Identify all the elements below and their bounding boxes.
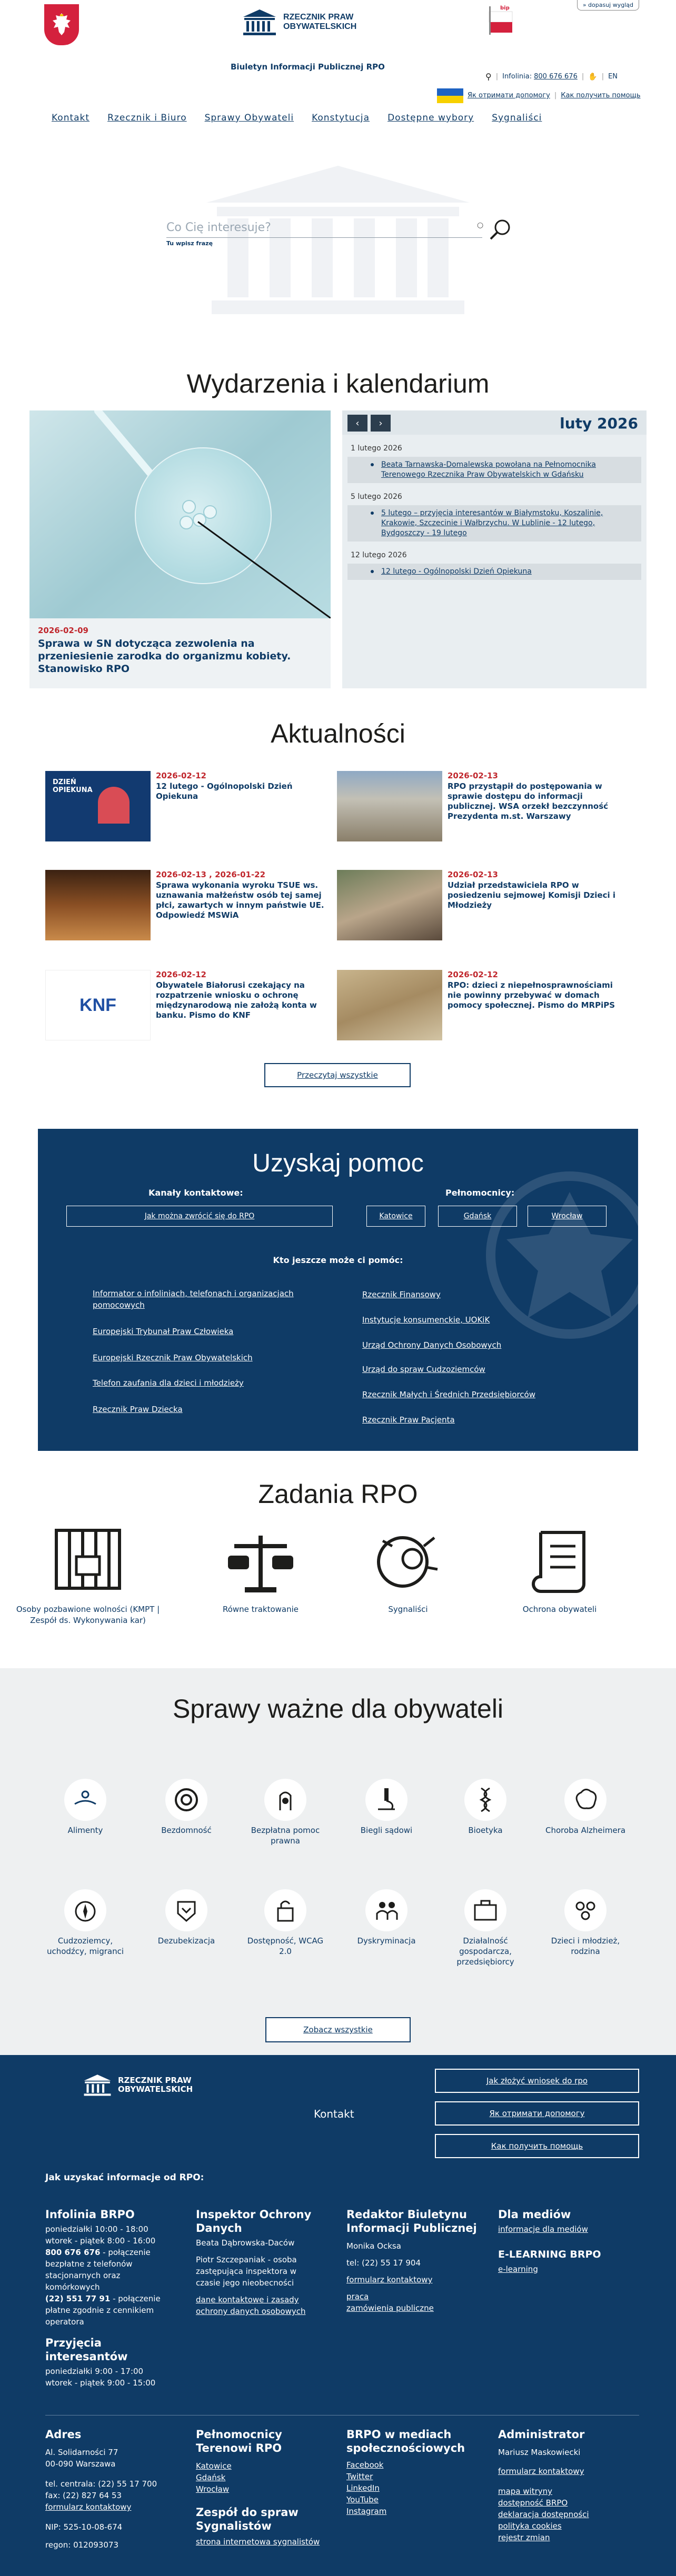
footer-logo-line-1: RZECZNIK PRAW bbox=[118, 2076, 192, 2085]
redaktor-form-link[interactable]: formularz kontaktowy bbox=[346, 2275, 433, 2284]
address-title: Adres bbox=[45, 2428, 82, 2441]
address-tel: tel. centrala: (22) 55 17 700 bbox=[45, 2479, 157, 2489]
admin-form-link[interactable]: formularz kontaktowy bbox=[498, 2467, 584, 2476]
bip-link[interactable]: Biuletyn Informacji Publicznej RPO bbox=[231, 62, 385, 72]
infolinia-label: Infolinia: bbox=[502, 73, 532, 81]
media-title: Dla mediów bbox=[498, 2208, 571, 2221]
infolinia-number[interactable]: 800 676 676 bbox=[534, 73, 578, 81]
important-label[interactable]: Biegli sądowi bbox=[360, 1826, 413, 1835]
scales-icon bbox=[224, 1525, 297, 1599]
news-date: 2026-02-12 bbox=[156, 970, 206, 979]
terenowi-title: Pełnomocnicy Terenowi RPO bbox=[196, 2428, 282, 2454]
news-title[interactable]: RPO: dzieci z niepełnosprawnościami nie powinny przebywać w domach pomocy społecznej. Pismo do MRPiPS bbox=[448, 980, 615, 1010]
main-nav bbox=[52, 113, 542, 123]
help-link[interactable]: Rzecznik Małych i Średnich Przedsiębiorców bbox=[362, 1390, 535, 1399]
plenipotentiaries-label: Pełnomocnicy: bbox=[445, 1188, 515, 1198]
calendar-day: 12 lutego 2026 bbox=[351, 551, 407, 559]
infolinia-column bbox=[45, 2208, 166, 2389]
lang-en-link[interactable]: EN bbox=[608, 73, 618, 81]
important-label[interactable]: Cudzoziemcy, uchodźcy, migranci bbox=[46, 1936, 124, 1956]
help-section bbox=[38, 1129, 638, 1451]
important-item[interactable] bbox=[543, 1889, 628, 1957]
discrimination-icon bbox=[372, 1896, 401, 1925]
howto-label: Jak uzyskać informacje od RPO: bbox=[45, 2172, 204, 2183]
calendar-item[interactable]: 5 lutego – przyjęcia interesantów w Białymstoku, Koszalinie, Krakowie, Szczecinie i Wałbrzychu. W Lublinie - 12 lutego, Bydgoszczy - 19 lutego bbox=[347, 505, 641, 542]
news-section bbox=[0, 718, 676, 1080]
nav-rzecznik-i-biuro[interactable]: Rzecznik i Biuro bbox=[107, 113, 187, 123]
address-line: Al. Solidarności 77 bbox=[45, 2448, 118, 2457]
important-section bbox=[0, 1668, 676, 2055]
infolinia-hours: wtorek - piątek 8:00 - 16:00 bbox=[45, 2236, 156, 2246]
help-link[interactable]: Europejski Trybunał Praw Człowieka bbox=[93, 1327, 234, 1336]
important-heading: Sprawy ważne dla obywateli bbox=[172, 1694, 504, 1723]
news-card[interactable] bbox=[45, 870, 330, 944]
important-label[interactable]: Dezubekizacja bbox=[157, 1936, 215, 1946]
address-regon: regon: 012093073 bbox=[45, 2540, 118, 2550]
featured-event-image bbox=[29, 410, 331, 618]
featured-event-title[interactable]: Sprawa w SN dotycząca zezwolenia na przeniesienie zarodka do organizmu kobiety. Stanowisko RPO bbox=[38, 638, 291, 675]
featured-event[interactable] bbox=[29, 410, 331, 688]
ru-help-button[interactable]: Как получить помощь bbox=[435, 2134, 639, 2158]
featured-event-date: 2026-02-09 bbox=[38, 626, 88, 635]
terenowi-link[interactable]: Wrocław bbox=[196, 2484, 230, 2494]
separator: | bbox=[601, 73, 604, 81]
ukraine-flag-icon bbox=[437, 88, 463, 103]
ua-help-button[interactable]: Як отримати допомогу bbox=[435, 2101, 639, 2126]
search-box bbox=[166, 221, 510, 247]
events-heading: Wydarzenia i kalendarium bbox=[186, 369, 490, 398]
knf-logo: KNF bbox=[79, 995, 116, 1015]
important-item[interactable] bbox=[144, 1779, 228, 1836]
important-label[interactable]: Dostępność, WCAG 2.0 bbox=[247, 1936, 324, 1956]
redaktor-name: Monika Ocksa bbox=[346, 2241, 401, 2251]
news-card[interactable] bbox=[45, 771, 330, 845]
footer-logo-line-2: OBYWATELSKICH bbox=[118, 2084, 193, 2094]
address-column bbox=[45, 2428, 172, 2551]
praca-link[interactable]: praca bbox=[346, 2292, 369, 2301]
infolinia-phone-note: - połączenie bezpłatne z telefonów stacjonarnych oraz komórkowych bbox=[45, 2248, 151, 2292]
microscope-icon bbox=[372, 1785, 401, 1815]
elearning-link[interactable]: e-learning bbox=[498, 2264, 538, 2274]
calendar-day: 1 lutego 2026 bbox=[351, 444, 402, 453]
task-label[interactable]: Równe traktowanie bbox=[222, 1605, 299, 1614]
footer-kontakt: Kontakt bbox=[314, 2108, 354, 2120]
ua-help-link[interactable]: Як отримати допомогу bbox=[468, 92, 550, 99]
address-form-link[interactable]: formularz kontaktowy bbox=[45, 2502, 132, 2512]
news-image bbox=[337, 870, 442, 940]
tasks-heading: Zadania RPO bbox=[258, 1479, 418, 1509]
social-title: BRPO w mediach społecznościowych bbox=[346, 2428, 465, 2454]
elearning-title: E-LEARNING BRPO bbox=[498, 2249, 601, 2260]
important-label[interactable]: Bioetyka bbox=[468, 1826, 503, 1835]
nav-sprawy-obywateli[interactable]: Sprawy Obywateli bbox=[204, 113, 294, 123]
news-title[interactable]: Sprawa wykonania wyroku TSUE ws. uznawania małżeństw osób tej samej płci, zawartych w innym państwie UE. Odpowiedź MSWiA bbox=[156, 880, 324, 920]
important-item[interactable] bbox=[443, 1779, 528, 1836]
important-item[interactable] bbox=[43, 1889, 127, 1957]
news-card[interactable] bbox=[337, 970, 621, 1044]
briefcase-icon bbox=[471, 1896, 500, 1925]
logo-line-2: OBYWATELSKICH bbox=[283, 22, 357, 31]
admin-title: Administrator bbox=[498, 2428, 585, 2441]
calendar-prev-icon[interactable]: ‹ bbox=[347, 415, 367, 432]
help-link[interactable]: Europejski Rzecznik Praw Obywatelskich bbox=[93, 1353, 253, 1362]
who-else-label: Kto jeszcze może ci pomóc: bbox=[273, 1255, 403, 1265]
important-item[interactable] bbox=[443, 1889, 528, 1967]
task-label[interactable]: Ochrona obywateli bbox=[522, 1605, 597, 1614]
news-image bbox=[337, 970, 442, 1040]
help-link[interactable]: Telefon zaufania dla dzieci i młodzieży bbox=[93, 1378, 244, 1388]
calendar-month: luty 2026 bbox=[560, 415, 638, 432]
accessibility-statement-link[interactable]: deklaracja dostępności bbox=[498, 2510, 589, 2519]
terenowi-link[interactable]: Gdańsk bbox=[196, 2473, 226, 2482]
youtube-link[interactable]: YouTube bbox=[346, 2495, 379, 2504]
search-hero bbox=[0, 129, 676, 355]
calendar-item[interactable]: 12 lutego - Ogólnopolski Dzień Opiekuna bbox=[347, 564, 641, 580]
calendar-next-icon[interactable]: › bbox=[371, 415, 391, 432]
brain-icon bbox=[571, 1785, 600, 1815]
see-all-button[interactable]: Zobacz wszystkie bbox=[265, 2017, 411, 2042]
infolinia-phone[interactable]: 800 676 676 bbox=[45, 2248, 101, 2257]
separator: | bbox=[581, 73, 584, 81]
ua-links bbox=[437, 88, 641, 103]
help-link[interactable]: Rzecznik Praw Pacjenta bbox=[362, 1415, 455, 1425]
tasks-section bbox=[0, 1479, 676, 1625]
przyjecia-hours: wtorek - piątek 9:00 - 15:00 bbox=[45, 2378, 156, 2388]
task-label[interactable]: Osoby pozbawione wolności (KMPT | Zespół ds. Wykonywania kar) bbox=[16, 1605, 160, 1625]
help-link[interactable]: Rzecznik Finansowy bbox=[362, 1290, 441, 1299]
news-image bbox=[337, 771, 442, 841]
important-label[interactable]: Alimenty bbox=[67, 1826, 103, 1835]
instagram-link[interactable]: Instagram bbox=[346, 2507, 387, 2516]
padlock-icon bbox=[271, 1896, 300, 1925]
address-nip: NIP: 525-10-08-674 bbox=[45, 2522, 123, 2532]
social-column bbox=[346, 2428, 483, 2517]
separator: | bbox=[495, 73, 499, 81]
news-card[interactable] bbox=[337, 870, 621, 944]
address-fax: fax: (22) 827 64 53 bbox=[45, 2491, 122, 2500]
important-label[interactable]: Bezdomność bbox=[161, 1826, 212, 1835]
news-date: 2026-02-12 bbox=[156, 771, 206, 780]
important-item[interactable] bbox=[243, 1779, 327, 1846]
alimony-icon bbox=[71, 1785, 100, 1815]
site-header bbox=[0, 0, 676, 129]
admin-name: Mariusz Maskowiecki bbox=[498, 2448, 581, 2457]
accessibility-icon[interactable]: ⚲ bbox=[485, 72, 492, 82]
news-title[interactable]: RPO przystąpił do postępowania w sprawie dostępu do informacji publicznej. WSA orzekł bezczynność Prezydenta m.st. Warszawy bbox=[448, 781, 609, 821]
lifebuoy-icon bbox=[172, 1785, 201, 1815]
infolinia-hours: poniedziałki 10:00 - 18:00 bbox=[45, 2224, 148, 2234]
separator: | bbox=[554, 92, 557, 99]
twitter-link[interactable]: Twitter bbox=[346, 2472, 373, 2481]
important-label[interactable]: Choroba Alzheimera bbox=[545, 1826, 626, 1835]
important-label[interactable]: Działalność gospodarcza, przedsiębiorcy bbox=[456, 1936, 514, 1967]
whistleblower-icon bbox=[371, 1525, 445, 1599]
iod-name: Beata Dąbrowska-Daców bbox=[196, 2238, 295, 2248]
task-label[interactable]: Sygnaliści bbox=[388, 1605, 428, 1614]
news-card[interactable] bbox=[337, 771, 621, 845]
address-line: 00-090 Warszawa bbox=[45, 2459, 116, 2469]
iod-title: Inspektor Ochrony Danych bbox=[196, 2208, 312, 2234]
important-item[interactable] bbox=[543, 1779, 628, 1836]
dna-icon bbox=[471, 1785, 500, 1815]
important-label[interactable]: Dzieci i młodzież, rodzina bbox=[551, 1936, 620, 1956]
redaktor-title: Redaktor Biuletynu Informacji Publicznej bbox=[346, 2208, 477, 2234]
przyjecia-title: Przyjęcia interesantów bbox=[45, 2337, 128, 2363]
media-link[interactable]: informacje dla mediów bbox=[498, 2224, 588, 2234]
iod-deputy: Piotr Szczepaniak - osoba zastępująca inspektora w czasie jego nieobecności bbox=[196, 2255, 297, 2288]
zamowienia-link[interactable]: zamówienia publiczne bbox=[346, 2303, 434, 2313]
read-all-button[interactable]: Przeczytaj wszystkie bbox=[264, 1063, 411, 1087]
news-title[interactable]: Obywatele Białorusi czekający na rozpatrzenie wniosku o ochronę międzynarodową nie założą konta w banku. Pismo do KNF bbox=[156, 980, 317, 1020]
news-image bbox=[45, 970, 151, 1040]
nav-kontakt[interactable]: Kontakt bbox=[52, 113, 90, 123]
gdansk-button[interactable]: Gdańsk bbox=[438, 1206, 517, 1227]
redaktor-tel: tel: (22) 55 17 904 bbox=[346, 2258, 421, 2268]
infolinia-title: Infolinia BRPO bbox=[45, 2208, 135, 2221]
help-link[interactable]: Urząd Ochrony Danych Osobowych bbox=[362, 1340, 502, 1350]
badge-icon bbox=[172, 1896, 201, 1925]
wroclaw-button[interactable]: Wrocław bbox=[528, 1206, 607, 1227]
clear-search-icon[interactable]: ○ bbox=[477, 221, 484, 229]
terenowi-link[interactable]: Katowice bbox=[196, 2461, 232, 2471]
ru-help-link[interactable]: Как получить помощь bbox=[561, 92, 641, 99]
calendar bbox=[342, 410, 647, 688]
important-item[interactable] bbox=[243, 1889, 327, 1957]
calendar-day: 5 lutego 2026 bbox=[351, 493, 402, 501]
help-link[interactable]: Rzecznik Praw Dziecka bbox=[93, 1405, 183, 1414]
prison-icon bbox=[51, 1525, 125, 1599]
logo-line-1: RZECZNIK PRAW bbox=[283, 13, 354, 22]
scroll-icon bbox=[523, 1525, 597, 1599]
help-link[interactable]: Urząd do spraw Cudzoziemców bbox=[362, 1365, 485, 1374]
nav-konstytucja[interactable]: Konstytucja bbox=[312, 113, 370, 123]
news-title[interactable]: 12 lutego - Ogólnopolski Dzień Opiekuna bbox=[156, 781, 293, 801]
infolinia-paid-note: - połączenie płatne zgodnie z cennikiem operatora bbox=[45, 2294, 161, 2327]
task-item[interactable] bbox=[12, 1525, 164, 1626]
news-date: 2026-02-12 bbox=[448, 970, 498, 979]
help-link[interactable]: Instytucje konsumenckie, UOKiK bbox=[362, 1315, 490, 1325]
important-label[interactable]: Bezpłatna pomoc prawna bbox=[251, 1826, 320, 1846]
news-heading: Aktualności bbox=[271, 719, 405, 748]
help-heading: Uzyskaj pomoc bbox=[252, 1149, 424, 1177]
news-date: 2026-02-13 bbox=[448, 771, 498, 780]
legal-aid-icon bbox=[271, 1785, 300, 1815]
przyjecia-hours: poniedziałki 9:00 - 17:00 bbox=[45, 2367, 144, 2376]
bip-badge: bip bbox=[500, 5, 510, 11]
infolinia-paid-phone[interactable]: (22) 551 77 91 bbox=[45, 2294, 111, 2303]
admin-column bbox=[498, 2428, 635, 2543]
katowice-button[interactable]: Katowice bbox=[366, 1206, 425, 1227]
rpo-building-icon bbox=[241, 7, 278, 37]
compass-icon bbox=[71, 1896, 100, 1925]
channels-button[interactable]: Jak można zwrócić się do RPO bbox=[66, 1206, 333, 1227]
calendar-item[interactable]: Beata Tarnawska-Domalewska powołana na Pełnomocnika Terenowego Rzecznika Praw Obywatelskich w Gdańsku bbox=[347, 457, 641, 483]
news-date: 2026-02-13 , 2026-01-22 bbox=[156, 870, 266, 879]
search-hint: Tu wpisz frazę bbox=[166, 240, 213, 247]
facebook-link[interactable]: Facebook bbox=[346, 2460, 384, 2470]
important-label[interactable]: Dyskryminacja bbox=[357, 1936, 416, 1946]
zespol-link[interactable]: strona internetowa sygnalistów bbox=[196, 2537, 320, 2547]
nav-dostepne-wybory[interactable]: Dostępne wybory bbox=[387, 113, 474, 123]
polish-eagle-emblem bbox=[44, 4, 79, 45]
task-item[interactable] bbox=[184, 1525, 337, 1615]
rpo-logo[interactable] bbox=[241, 7, 356, 37]
channels-label: Kanały kontaktowe: bbox=[148, 1188, 243, 1198]
news-image-label: DZIEŃ OPIEKUNA bbox=[53, 778, 93, 794]
task-item[interactable] bbox=[483, 1525, 636, 1615]
sign-language-icon[interactable]: ✋ bbox=[588, 72, 598, 81]
terenowi-column bbox=[196, 2428, 322, 2548]
accessibility-skip-link[interactable]: » dopasuj wygląd bbox=[577, 0, 639, 11]
utility-bar bbox=[485, 72, 618, 82]
news-card[interactable] bbox=[45, 970, 330, 1044]
news-title[interactable]: Udział przedstawiciela RPO w posiedzeniu sejmowej Komisji Dzieci i Młodzieży bbox=[448, 880, 615, 910]
task-item[interactable] bbox=[332, 1525, 484, 1615]
linkedin-link[interactable]: LinkedIn bbox=[346, 2483, 380, 2493]
changelog-link[interactable]: rejestr zmian bbox=[498, 2533, 550, 2542]
search-icon[interactable] bbox=[488, 217, 513, 242]
events-section bbox=[0, 368, 676, 675]
iod-link[interactable]: dane kontaktowe i zasady ochrony danych osobowych bbox=[196, 2295, 306, 2316]
important-item[interactable] bbox=[344, 1779, 429, 1836]
iod-column bbox=[196, 2208, 317, 2317]
redaktor-column bbox=[346, 2208, 478, 2314]
important-item[interactable] bbox=[344, 1889, 429, 1946]
news-image bbox=[45, 870, 151, 940]
family-icon bbox=[571, 1896, 600, 1925]
accessibility-link[interactable]: dostępność BRPO bbox=[498, 2498, 568, 2508]
help-link[interactable]: Informator o infoliniach, telefonach i organizacjach pomocowych bbox=[93, 1289, 294, 1310]
news-image bbox=[45, 771, 151, 841]
site-footer bbox=[0, 2055, 676, 2576]
search-input[interactable]: Co Cię interesuje? bbox=[166, 221, 482, 238]
how-to-apply-button[interactable]: Jak złożyć wniosek do rpo bbox=[435, 2069, 639, 2093]
important-item[interactable] bbox=[144, 1889, 228, 1946]
news-date: 2026-02-13 bbox=[448, 870, 498, 879]
sitemap-link[interactable]: mapa witryny bbox=[498, 2487, 553, 2496]
calendar-header bbox=[342, 410, 647, 435]
important-item[interactable] bbox=[43, 1779, 127, 1836]
zespol-title: Zespół do spraw Sygnalistów bbox=[196, 2506, 299, 2532]
rpo-building-icon bbox=[82, 2073, 113, 2097]
media-column bbox=[498, 2208, 635, 2275]
footer-logo[interactable] bbox=[82, 2073, 193, 2097]
nav-sygnalisci[interactable]: Sygnaliści bbox=[492, 113, 542, 123]
cookies-link[interactable]: polityka cookies bbox=[498, 2521, 562, 2531]
